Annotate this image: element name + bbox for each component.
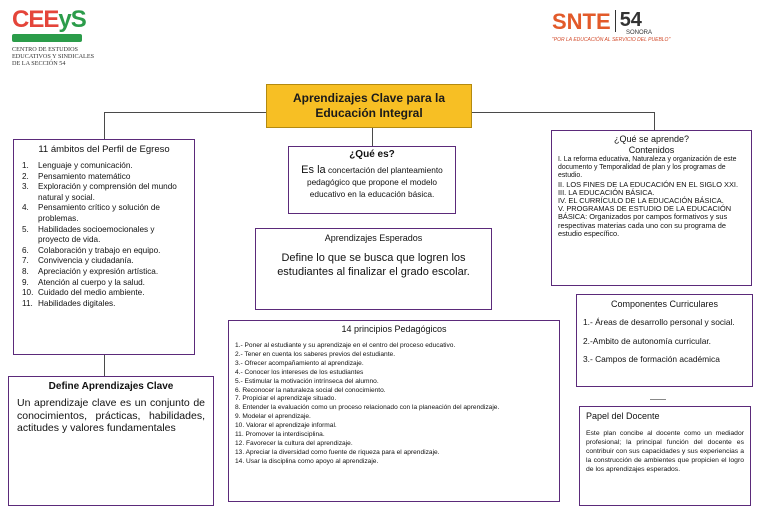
define-aprendizajes-text: Un aprendizaje clave es un conjunto de conocimientos, prácticas, habilidades, actitudes y valores fundamentales (17, 397, 205, 434)
snte-logo: SNTE 54 SONORA "POR LA EDUCACIÓN AL SERVICIO DEL PUEBLO" (552, 9, 671, 43)
principio-item: 9. Modelar el aprendizaje. (235, 413, 311, 421)
perfil-item (22, 256, 186, 267)
principio-item: 3.- Ofrecer acompañamiento al aprendizaje. (235, 359, 364, 367)
contenido-item: II. LOS FINES DE LA EDUCACIÓN EN EL SIGLO XXI. (558, 179, 739, 189)
perfil-item (22, 172, 186, 183)
principio-item: 14. Usar la disciplina como apoyo al aprendizaje. (235, 457, 379, 465)
perfil-item (22, 288, 186, 299)
aprendizajes-esperados-text: Define lo que se busca que logren los estudiantes al finalizar el grado escolar. (277, 252, 470, 278)
central-title: Aprendizajes Clave para la Educación Integral (266, 84, 472, 128)
aprendizajes-esperados-box (255, 228, 492, 310)
perfil-item-text: Atención al cuerpo y la salud. (38, 277, 145, 287)
connector-title-to-aprende (472, 112, 654, 113)
principio-item: 13. Apreciar la diversidad como fuente de riqueza para el aprendizaje. (235, 448, 440, 456)
connector-perfil-to-define (104, 355, 105, 376)
que-se-aprende-box (551, 130, 752, 286)
componente-item: 2.-Ambito de autonomía curricular. (583, 335, 712, 346)
componentes-header: Componentes Curriculares (610, 299, 719, 309)
perfil-item-number: 8. (22, 266, 29, 276)
componentes-list (583, 317, 746, 365)
contenido-item: IV. EL CURRÍCULO DE LA EDUCACIÓN BÁSICA. (558, 196, 724, 206)
connector-componentes-to-docente (650, 399, 666, 400)
perfil-item-number: 5. (22, 224, 29, 234)
perfil-item-number: 9. (22, 277, 29, 287)
perfil-item (22, 278, 186, 289)
perfil-egreso-list (22, 161, 186, 309)
componente-item: 3.- Campos de formación académica (583, 354, 720, 364)
perfil-item-number: 10. (22, 288, 34, 298)
papel-docente-text: Este plan concibe al docente como un mediador profesional; la principal función del docente es contribuir con sus capacidades y sus experiencias a la construcción de ambientes que propicien el logro de los aprendizajes esperados. (586, 430, 744, 473)
principio-item: 11. Promover la interdisciplina. (235, 431, 325, 439)
perfil-item-text: Habilidades socioemocionales y proyecto de vida. (38, 224, 155, 245)
perfil-item-text: Pensamiento matemático (38, 171, 131, 181)
que-es-box (288, 146, 456, 214)
componente-item: 1.- Áreas de desarrollo personal y social. (583, 317, 735, 327)
ceeys-logo: CEEyS CENTRO DE ESTUDIOS EDUCATIVOS Y SINDICALES DE LA SECCIÓN 54 (12, 8, 132, 70)
aprendizajes-esperados-header: Aprendizajes Esperados (324, 233, 423, 243)
perfil-item-number: 4. (22, 203, 29, 213)
principio-item: 12. Favorecer la cultura del aprendizaje. (235, 439, 353, 447)
connector-title-to-quees (372, 128, 373, 146)
perfil-item (22, 299, 186, 310)
principio-item: 5.- Estimular la motivación intrínseca del alumno. (235, 377, 379, 385)
perfil-item-text: Convivencia y ciudadanía. (38, 256, 134, 266)
perfil-item (22, 203, 186, 224)
contenido-item: V. PROGRAMAS DE ESTUDIO DE LA EDUCACIÓN BÁSICA: Organizados por campos formativos y sus respectivas materias cada uno con su programa de estudio específico. (558, 204, 732, 238)
perfil-item-text: Habilidades digitales. (38, 298, 116, 308)
perfil-item-text: Exploración y comprensión del mundo natural y social. (38, 182, 177, 202)
papel-docente-header: Papel del Docente (586, 411, 660, 421)
papel-docente-box (579, 406, 751, 506)
perfil-item-text: Lenguaje y comunicación. (38, 161, 133, 170)
principio-item: 4.- Conocer los intereses de los estudiantes (235, 368, 364, 376)
perfil-item-number: 7. (22, 256, 29, 266)
principio-item: 1.- Poner al estudiante y su aprendizaje en el centro del proceso educativo. (235, 342, 456, 349)
que-es-text: Es la concertación del planteamiento pedagógico que propone el modelo educativo en la educación básica. (301, 164, 443, 199)
define-aprendizajes-header: Define Aprendizajes Clave (48, 381, 174, 392)
principios-header: 14 principios Pedagógicos (341, 324, 447, 334)
perfil-item-text: Pensamiento crítico y solución de problemas. (38, 203, 160, 223)
principios-pedagogicos-box (228, 320, 560, 502)
perfil-item-text: Apreciación y expresión artística. (38, 266, 159, 276)
perfil-item-number: 3. (22, 182, 29, 192)
perfil-item (22, 182, 186, 203)
connector-title-to-perfil (104, 112, 266, 113)
define-aprendizajes-box (8, 376, 214, 506)
perfil-item (22, 246, 186, 257)
principio-item: 2.- Tener en cuenta los saberes previos del estudiante. (235, 350, 396, 358)
perfil-item-number: 11. (22, 298, 33, 308)
contenido-item: III. LA EDUCACIÓN BÁSICA. (558, 187, 655, 197)
perfil-egreso-box (13, 139, 195, 355)
connector-perfil-vertical (104, 112, 105, 139)
perfil-item-text: Cuidado del medio ambiente. (38, 288, 145, 298)
perfil-item-number: 6. (22, 245, 29, 255)
principios-list (235, 342, 553, 467)
que-es-header: ¿Qué es? (349, 149, 395, 160)
principio-item: 8. Entender la evaluación como un proceso relacionado con la planeación del aprendizaje. (235, 404, 500, 412)
perfil-item-text: Colaboración y trabajo en equipo. (38, 245, 161, 255)
contenidos-list (558, 156, 745, 238)
contenido-item: I. La reforma educativa, Naturaleza y organización de este documento y Temporalidad de plan y los programas de estudio. (558, 156, 737, 180)
perfil-item (22, 161, 186, 172)
componentes-curriculares-box (576, 294, 753, 387)
perfil-egreso-header: 11 ámbitos del Perfil de Egreso (38, 144, 170, 155)
connector-aprende-vertical (654, 112, 655, 130)
contenidos-subheader: Contenidos (628, 145, 675, 155)
perfil-item-number: 1. (22, 161, 29, 170)
perfil-item (22, 225, 186, 246)
que-se-aprende-header: ¿Qué se aprende? (613, 134, 690, 144)
principio-item: 7. Propiciar el aprendizaje situado. (235, 395, 337, 403)
ceeys-subtitle: CENTRO DE ESTUDIOS EDUCATIVOS Y SINDICALES DE LA SECCIÓN 54 (12, 46, 95, 67)
principio-item: 10. Valorar el aprendizaje informal. (235, 422, 337, 430)
perfil-item-number: 2. (22, 171, 29, 181)
perfil-item (22, 267, 186, 278)
principio-item: 6. Reconocer la naturaleza social del conocimiento. (235, 386, 386, 394)
